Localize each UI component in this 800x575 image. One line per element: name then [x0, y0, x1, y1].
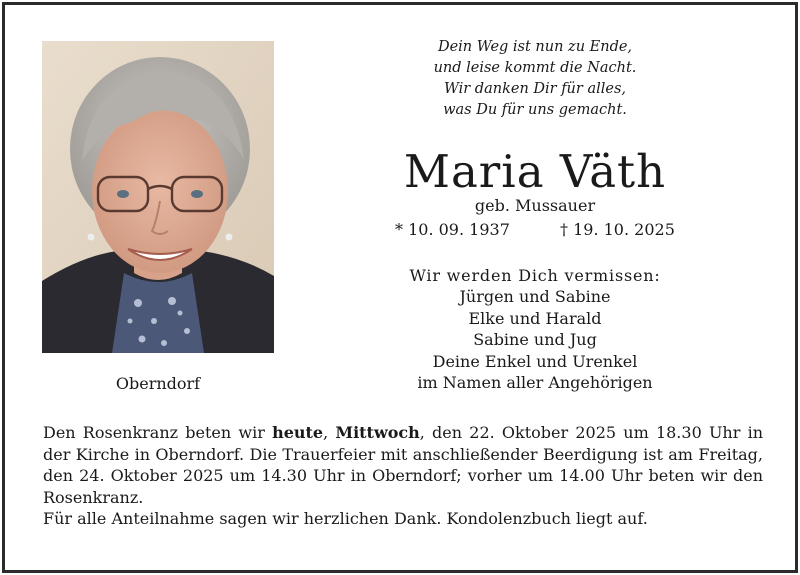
- thanks-note: Für alle Anteilnahme sagen wir herzlichen Dank. Kondolenzbuch liegt auf.: [43, 509, 648, 528]
- notice-text: , den 22. Oktober 2025 um 18.30 Uhr in der Kirche in Oberndorf. Die Trauerfeier mit anschließender Beerdigung ist am Freitag, den 24. Oktober 2025 um 14.30 Uhr in Oberndorf; vorher um 14.00 Uhr beten wir den Rosenkranz.: [43, 423, 764, 507]
- mourners-list: [385, 265, 685, 393]
- mourner-line: im Namen aller Angehörigen: [417, 373, 653, 393]
- death-date: † 19. 10. 2025: [560, 220, 675, 239]
- deceased-name: Maria Väth: [403, 145, 667, 198]
- birth-date: * 10. 09. 1937: [395, 220, 510, 239]
- notice-emphasis-today: heute: [272, 423, 324, 442]
- service-notice: [43, 422, 763, 530]
- poem-line: was Du für uns gemacht.: [443, 102, 627, 118]
- poem-line: Wir danken Dir für alles,: [443, 81, 626, 97]
- birth-name: geb. Mussauer: [474, 196, 596, 215]
- mourner-line: Sabine und Jug: [473, 330, 597, 350]
- mourner-line: Elke und Harald: [468, 308, 602, 328]
- mourner-line: Jürgen und Sabine: [459, 287, 611, 307]
- notice-emphasis-weekday: Mittwoch: [335, 423, 420, 442]
- memorial-poem: [385, 37, 685, 121]
- location-label: Oberndorf: [115, 374, 201, 393]
- poem-line: Dein Weg ist nun zu Ende,: [437, 39, 633, 55]
- notice-text: ,: [323, 423, 336, 442]
- poem-line: und leise kommt die Nacht.: [433, 60, 637, 76]
- mourner-line: Deine Enkel und Urenkel: [432, 351, 638, 371]
- mourners-intro: Wir werden Dich vermissen:: [409, 266, 661, 285]
- notice-text: Den Rosenkranz beten wir: [43, 423, 273, 442]
- portrait-photo: [42, 41, 274, 353]
- service-details: [43, 422, 763, 508]
